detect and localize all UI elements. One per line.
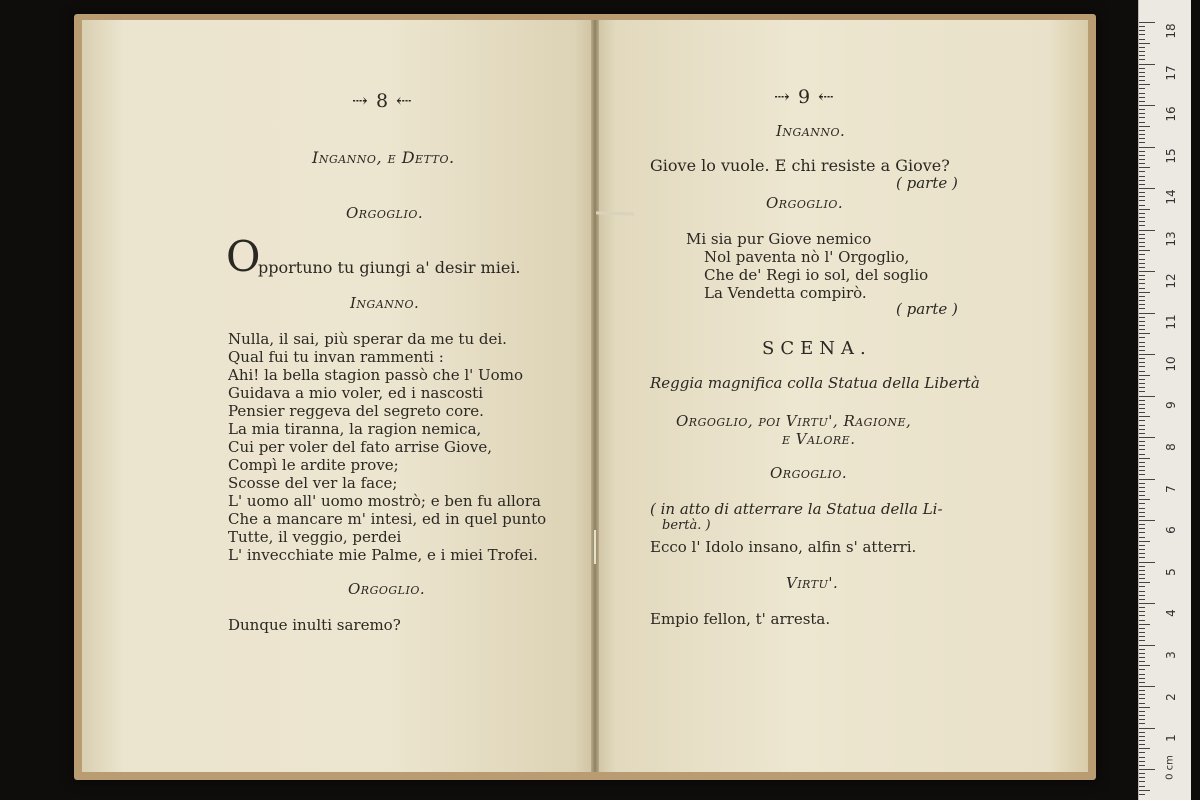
ruler-label: 0 cm xyxy=(1164,755,1176,780)
ruler-tick xyxy=(1139,22,1155,23)
ruler-tick xyxy=(1139,748,1150,749)
ruler-tick xyxy=(1139,474,1145,475)
ruler-tick xyxy=(1139,781,1145,782)
ruler-tick xyxy=(1139,205,1145,206)
ruler-tick xyxy=(1139,516,1145,517)
ruler-label: 11 xyxy=(1164,314,1178,330)
speaker-label: Orgoglio. xyxy=(346,204,424,222)
ruler-tick xyxy=(1139,188,1155,189)
ruler-tick xyxy=(1139,574,1145,575)
ruler-tick xyxy=(1139,769,1155,770)
ruler-tick xyxy=(1139,308,1145,309)
ruler-tick xyxy=(1139,64,1155,65)
stage-direction: ( parte ) xyxy=(896,300,958,318)
ruler-tick xyxy=(1139,698,1145,699)
ruler-tick xyxy=(1139,325,1145,326)
verse-line: Guidava a mio voler, ed i nascosti xyxy=(228,384,484,402)
ruler-tick xyxy=(1139,217,1145,218)
ruler-label: 5 xyxy=(1164,568,1178,576)
ruler-tick xyxy=(1139,234,1145,235)
speaker-label: Orgoglio. xyxy=(770,464,848,482)
ruler-tick xyxy=(1139,599,1145,600)
ruler-tick xyxy=(1139,93,1145,94)
ruler-label: 15 xyxy=(1164,148,1178,164)
ruler-tick xyxy=(1139,362,1145,363)
ruler-tick xyxy=(1139,225,1145,226)
speaker-label: Virtu'. xyxy=(786,574,839,592)
ruler-tick xyxy=(1139,346,1145,347)
ruler-tick xyxy=(1139,416,1150,417)
ruler-label: 3 xyxy=(1164,651,1178,659)
ruler-tick xyxy=(1139,147,1155,148)
ruler-tick xyxy=(1139,445,1145,446)
ruler-tick xyxy=(1139,296,1145,297)
verse-line: Pensier reggeva del segreto core. xyxy=(228,402,484,420)
ruler-tick xyxy=(1139,358,1145,359)
ruler-tick xyxy=(1139,458,1150,459)
ruler-tick xyxy=(1139,313,1155,314)
ruler-tick xyxy=(1139,657,1145,658)
ruler-tick xyxy=(1139,562,1155,563)
ruler-tick xyxy=(1139,39,1145,40)
ruler-tick xyxy=(1139,109,1145,110)
ruler-tick xyxy=(1139,263,1145,264)
ruler-label: 9 xyxy=(1164,401,1178,409)
ruler-tick xyxy=(1139,429,1145,430)
folio-ornament-right-icon: ⇠ xyxy=(811,86,836,108)
ruler-tick xyxy=(1139,665,1150,666)
ruler-tick xyxy=(1139,686,1155,687)
stage-direction: ( parte ) xyxy=(896,174,958,192)
folio-ornament-right-icon: ⇠ xyxy=(389,90,414,112)
ruler-tick xyxy=(1139,483,1145,484)
ruler-tick xyxy=(1139,715,1145,716)
verse-line: Ahi! la bella stagion passò che l' Uomo xyxy=(228,366,523,384)
ruler-tick xyxy=(1139,649,1145,650)
ruler-tick xyxy=(1139,537,1145,538)
folio-ornament-left-icon: ⇢ xyxy=(774,86,798,108)
ruler-label: 17 xyxy=(1164,65,1178,81)
ruler-tick xyxy=(1139,337,1145,338)
character-list: e Valore. xyxy=(782,430,856,448)
ruler-tick xyxy=(1139,752,1145,753)
binding-thread-lower xyxy=(594,530,608,564)
verse-line: Empio fellon, t' arresta. xyxy=(650,610,831,628)
verse-line: Nulla, il sai, più sperar da me tu dei. xyxy=(228,330,507,348)
ruler-tick xyxy=(1139,354,1155,355)
ruler-tick xyxy=(1139,615,1145,616)
ruler-tick xyxy=(1139,176,1145,177)
ruler-tick xyxy=(1139,51,1145,52)
scene-heading: Inganno, e Detto. xyxy=(312,148,455,167)
ruler-label: 8 xyxy=(1164,443,1178,451)
ruler-tick xyxy=(1139,499,1150,500)
ruler-tick xyxy=(1139,400,1145,401)
ruler-tick xyxy=(1139,329,1145,330)
ruler-tick xyxy=(1139,566,1145,567)
ruler-tick xyxy=(1139,586,1145,587)
ruler-tick xyxy=(1139,26,1145,27)
verse-line: Mi sia pur Giove nemico xyxy=(686,230,872,248)
ruler-tick xyxy=(1139,254,1145,255)
ruler-tick xyxy=(1139,553,1145,554)
ruler-tick xyxy=(1139,113,1145,114)
ruler-label: 4 xyxy=(1164,609,1178,617)
ruler-tick xyxy=(1139,317,1145,318)
ruler-tick xyxy=(1139,72,1145,73)
folio-ornament-left-icon: ⇢ xyxy=(352,90,376,112)
ruler-tick xyxy=(1139,267,1145,268)
ruler-tick xyxy=(1139,707,1150,708)
ruler-tick xyxy=(1139,408,1145,409)
ruler-tick xyxy=(1139,333,1150,334)
ruler-tick xyxy=(1139,487,1145,488)
ruler-tick xyxy=(1139,732,1145,733)
verse-line: Giove lo vuole. E chi resiste a Giove? xyxy=(650,156,950,175)
ruler-tick xyxy=(1139,557,1145,558)
ruler-tick xyxy=(1139,138,1145,139)
ruler-tick xyxy=(1139,524,1145,525)
ruler-tick xyxy=(1139,690,1145,691)
ruler-tick xyxy=(1139,76,1145,77)
ruler-tick xyxy=(1139,246,1145,247)
ruler-tick xyxy=(1139,101,1145,102)
ruler-tick xyxy=(1139,632,1145,633)
ruler-tick xyxy=(1139,711,1145,712)
ruler-tick xyxy=(1139,163,1145,164)
verse-line: Dunque inulti saremo? xyxy=(228,616,401,634)
ruler-tick xyxy=(1139,371,1145,372)
ruler-tick xyxy=(1139,466,1145,467)
ruler-tick xyxy=(1139,433,1145,434)
ruler-tick xyxy=(1139,694,1145,695)
ruler-tick xyxy=(1139,288,1145,289)
drop-cap: O xyxy=(226,232,261,281)
ruler-tick xyxy=(1139,250,1150,251)
ruler-tick xyxy=(1139,607,1145,608)
ruler-label: 6 xyxy=(1164,526,1178,534)
ruler-tick xyxy=(1139,396,1155,397)
ruler-tick xyxy=(1139,167,1150,168)
ruler-tick xyxy=(1139,790,1150,791)
ruler-tick xyxy=(1139,304,1145,305)
verse-line: Scosse del ver la face; xyxy=(228,474,398,492)
ruler-tick xyxy=(1139,645,1155,646)
ruler-tick xyxy=(1139,97,1145,98)
ruler-tick xyxy=(1139,723,1145,724)
verse-line: Ecco l' Idolo insano, alfin s' atterri. xyxy=(650,538,917,556)
ruler-tick xyxy=(1139,180,1145,181)
ruler-tick xyxy=(1139,591,1145,592)
ruler-tick xyxy=(1139,578,1145,579)
ruler-tick xyxy=(1139,773,1145,774)
ruler-tick xyxy=(1139,508,1145,509)
ruler-tick xyxy=(1139,765,1145,766)
ruler-tick xyxy=(1139,387,1145,388)
ruler-label: 18 xyxy=(1164,23,1178,39)
first-line-text: pportuno tu giungi a' desir miei. xyxy=(258,258,521,277)
ruler-tick xyxy=(1139,275,1145,276)
ruler-tick xyxy=(1139,221,1145,222)
ruler-tick xyxy=(1139,242,1145,243)
ruler-tick xyxy=(1139,55,1145,56)
ruler-tick xyxy=(1139,142,1145,143)
ruler-label: 7 xyxy=(1164,485,1178,493)
ruler-tick xyxy=(1139,159,1145,160)
measurement-ruler xyxy=(1138,0,1191,800)
verse-line: Che a mancare m' intesi, ed in quel punto xyxy=(228,510,547,528)
verse-line: La mia tiranna, la ragion nemica, xyxy=(228,420,482,438)
ruler-tick xyxy=(1139,404,1145,405)
ruler-label: 10 xyxy=(1164,356,1178,372)
ruler-tick xyxy=(1139,155,1145,156)
ruler-label: 13 xyxy=(1164,231,1178,247)
book-gutter xyxy=(591,20,599,772)
ruler-tick xyxy=(1139,794,1145,795)
ruler-tick xyxy=(1139,321,1145,322)
ruler-tick xyxy=(1139,495,1145,496)
ruler-tick xyxy=(1139,503,1145,504)
ruler-tick xyxy=(1139,640,1145,641)
ruler-tick xyxy=(1139,196,1145,197)
ruler-tick xyxy=(1139,570,1145,571)
ruler-tick xyxy=(1139,292,1150,293)
ruler-tick xyxy=(1139,130,1145,131)
ruler-tick xyxy=(1139,151,1145,152)
ruler-tick xyxy=(1139,375,1150,376)
ruler-tick xyxy=(1139,549,1145,550)
ruler-tick xyxy=(1139,595,1145,596)
ruler-tick xyxy=(1139,470,1145,471)
ruler-tick xyxy=(1139,744,1145,745)
ruler-tick xyxy=(1139,412,1145,413)
ruler-label: 12 xyxy=(1164,273,1178,289)
ruler-tick xyxy=(1139,520,1155,521)
ruler-tick xyxy=(1139,545,1145,546)
ruler-tick xyxy=(1139,719,1145,720)
ruler-tick xyxy=(1139,703,1145,704)
ruler-tick xyxy=(1139,300,1145,301)
ruler-tick xyxy=(1139,391,1145,392)
ruler-tick xyxy=(1139,425,1145,426)
verse-line: Tutte, il veggio, perdei xyxy=(228,528,402,546)
ruler-tick xyxy=(1139,350,1145,351)
verse-line: Cui per voler del fato arrise Giove, xyxy=(228,438,492,456)
ruler-tick xyxy=(1139,88,1145,89)
ruler-tick xyxy=(1139,777,1145,778)
ruler-tick xyxy=(1139,479,1155,480)
ruler-tick xyxy=(1139,134,1145,135)
speaker-label: Orgoglio. xyxy=(766,194,844,212)
ruler-tick xyxy=(1139,259,1145,260)
ruler-tick xyxy=(1139,68,1145,69)
ruler-tick xyxy=(1139,366,1145,367)
ruler-tick xyxy=(1139,30,1145,31)
speaker-label: Inganno. xyxy=(776,122,846,140)
ruler-tick xyxy=(1139,740,1145,741)
right-page-number: ⇢ 9 ⇠ xyxy=(774,86,836,108)
ruler-tick xyxy=(1139,611,1145,612)
ruler-tick xyxy=(1139,122,1145,123)
verse-line: Che de' Regi io sol, del soglio xyxy=(704,266,929,284)
ruler-tick xyxy=(1139,84,1150,85)
ruler-tick xyxy=(1139,213,1145,214)
verse-line: L' invecchiate mie Palme, e i miei Trofei. xyxy=(228,546,538,564)
ruler-tick xyxy=(1139,541,1150,542)
ruler-tick xyxy=(1139,238,1145,239)
ruler-tick xyxy=(1139,449,1145,450)
stage-direction: ( in atto di atterrare la Statua della Li- xyxy=(650,500,943,518)
ruler-tick xyxy=(1139,636,1145,637)
left-page-number: ⇢ 8 ⇠ xyxy=(352,90,414,112)
ruler-tick xyxy=(1139,661,1145,662)
ruler-label: 16 xyxy=(1164,106,1178,122)
ruler-tick xyxy=(1139,283,1145,284)
ruler-tick xyxy=(1139,420,1145,421)
ruler-tick xyxy=(1139,678,1145,679)
ruler-tick xyxy=(1139,669,1145,670)
ruler-tick xyxy=(1139,512,1145,513)
verse-line: Qual fui tu invan rammenti : xyxy=(228,348,444,366)
scene-setting: Reggia magnifica colla Statua della Libertà xyxy=(650,374,980,392)
ruler-tick xyxy=(1139,379,1145,380)
ruler-tick xyxy=(1139,117,1145,118)
verse-line: Compì le ardite prove; xyxy=(228,456,399,474)
speaker-label: Inganno. xyxy=(350,294,420,312)
ruler-tick xyxy=(1139,728,1155,729)
ruler-tick xyxy=(1139,674,1145,675)
ruler-tick xyxy=(1139,184,1145,185)
ruler-label: 1 xyxy=(1164,734,1178,742)
speaker-label: Orgoglio. xyxy=(348,580,426,598)
ruler-tick xyxy=(1139,757,1145,758)
ruler-tick xyxy=(1139,34,1145,35)
ruler-tick xyxy=(1139,682,1145,683)
ruler-tick xyxy=(1139,620,1145,621)
ruler-tick xyxy=(1139,603,1155,604)
ruler-tick xyxy=(1139,126,1150,127)
ruler-tick xyxy=(1139,441,1145,442)
ruler-label: 2 xyxy=(1164,693,1178,701)
ruler-tick xyxy=(1139,653,1145,654)
ruler-tick xyxy=(1139,761,1145,762)
ruler-tick xyxy=(1139,786,1145,787)
ruler-tick xyxy=(1139,230,1155,231)
ruler-tick xyxy=(1139,736,1145,737)
ruler-tick xyxy=(1139,437,1155,438)
ruler-tick xyxy=(1139,628,1145,629)
ruler-tick xyxy=(1139,59,1145,60)
verse-line: La Vendetta compirò. xyxy=(704,284,867,302)
ruler-tick xyxy=(1139,624,1150,625)
ruler-tick xyxy=(1139,462,1145,463)
ruler-tick xyxy=(1139,200,1145,201)
ruler-tick xyxy=(1139,491,1145,492)
ruler-tick xyxy=(1139,528,1145,529)
ruler-tick xyxy=(1139,80,1145,81)
ruler-tick xyxy=(1139,454,1145,455)
scene-title: SCENA. xyxy=(762,338,872,359)
ruler-tick xyxy=(1139,171,1145,172)
ruler-tick xyxy=(1139,47,1145,48)
ruler-tick xyxy=(1139,532,1145,533)
verse-line: L' uomo all' uomo mostrò; e ben fu allora xyxy=(228,492,541,510)
verse-line: Nol paventa nò l' Orgoglio, xyxy=(704,248,910,266)
stage-direction: bertà. ) xyxy=(662,518,711,533)
ruler-tick xyxy=(1139,209,1150,210)
ruler-tick xyxy=(1139,279,1145,280)
ruler-tick xyxy=(1139,43,1150,44)
ruler-tick xyxy=(1139,582,1150,583)
ruler-tick xyxy=(1139,342,1145,343)
ruler-tick xyxy=(1139,271,1155,272)
character-list: Orgoglio, poi Virtu', Ragione, xyxy=(676,412,912,430)
ruler-tick xyxy=(1139,383,1145,384)
ruler-label: 14 xyxy=(1164,189,1178,205)
ruler-tick xyxy=(1139,105,1155,106)
ruler-tick xyxy=(1139,192,1145,193)
